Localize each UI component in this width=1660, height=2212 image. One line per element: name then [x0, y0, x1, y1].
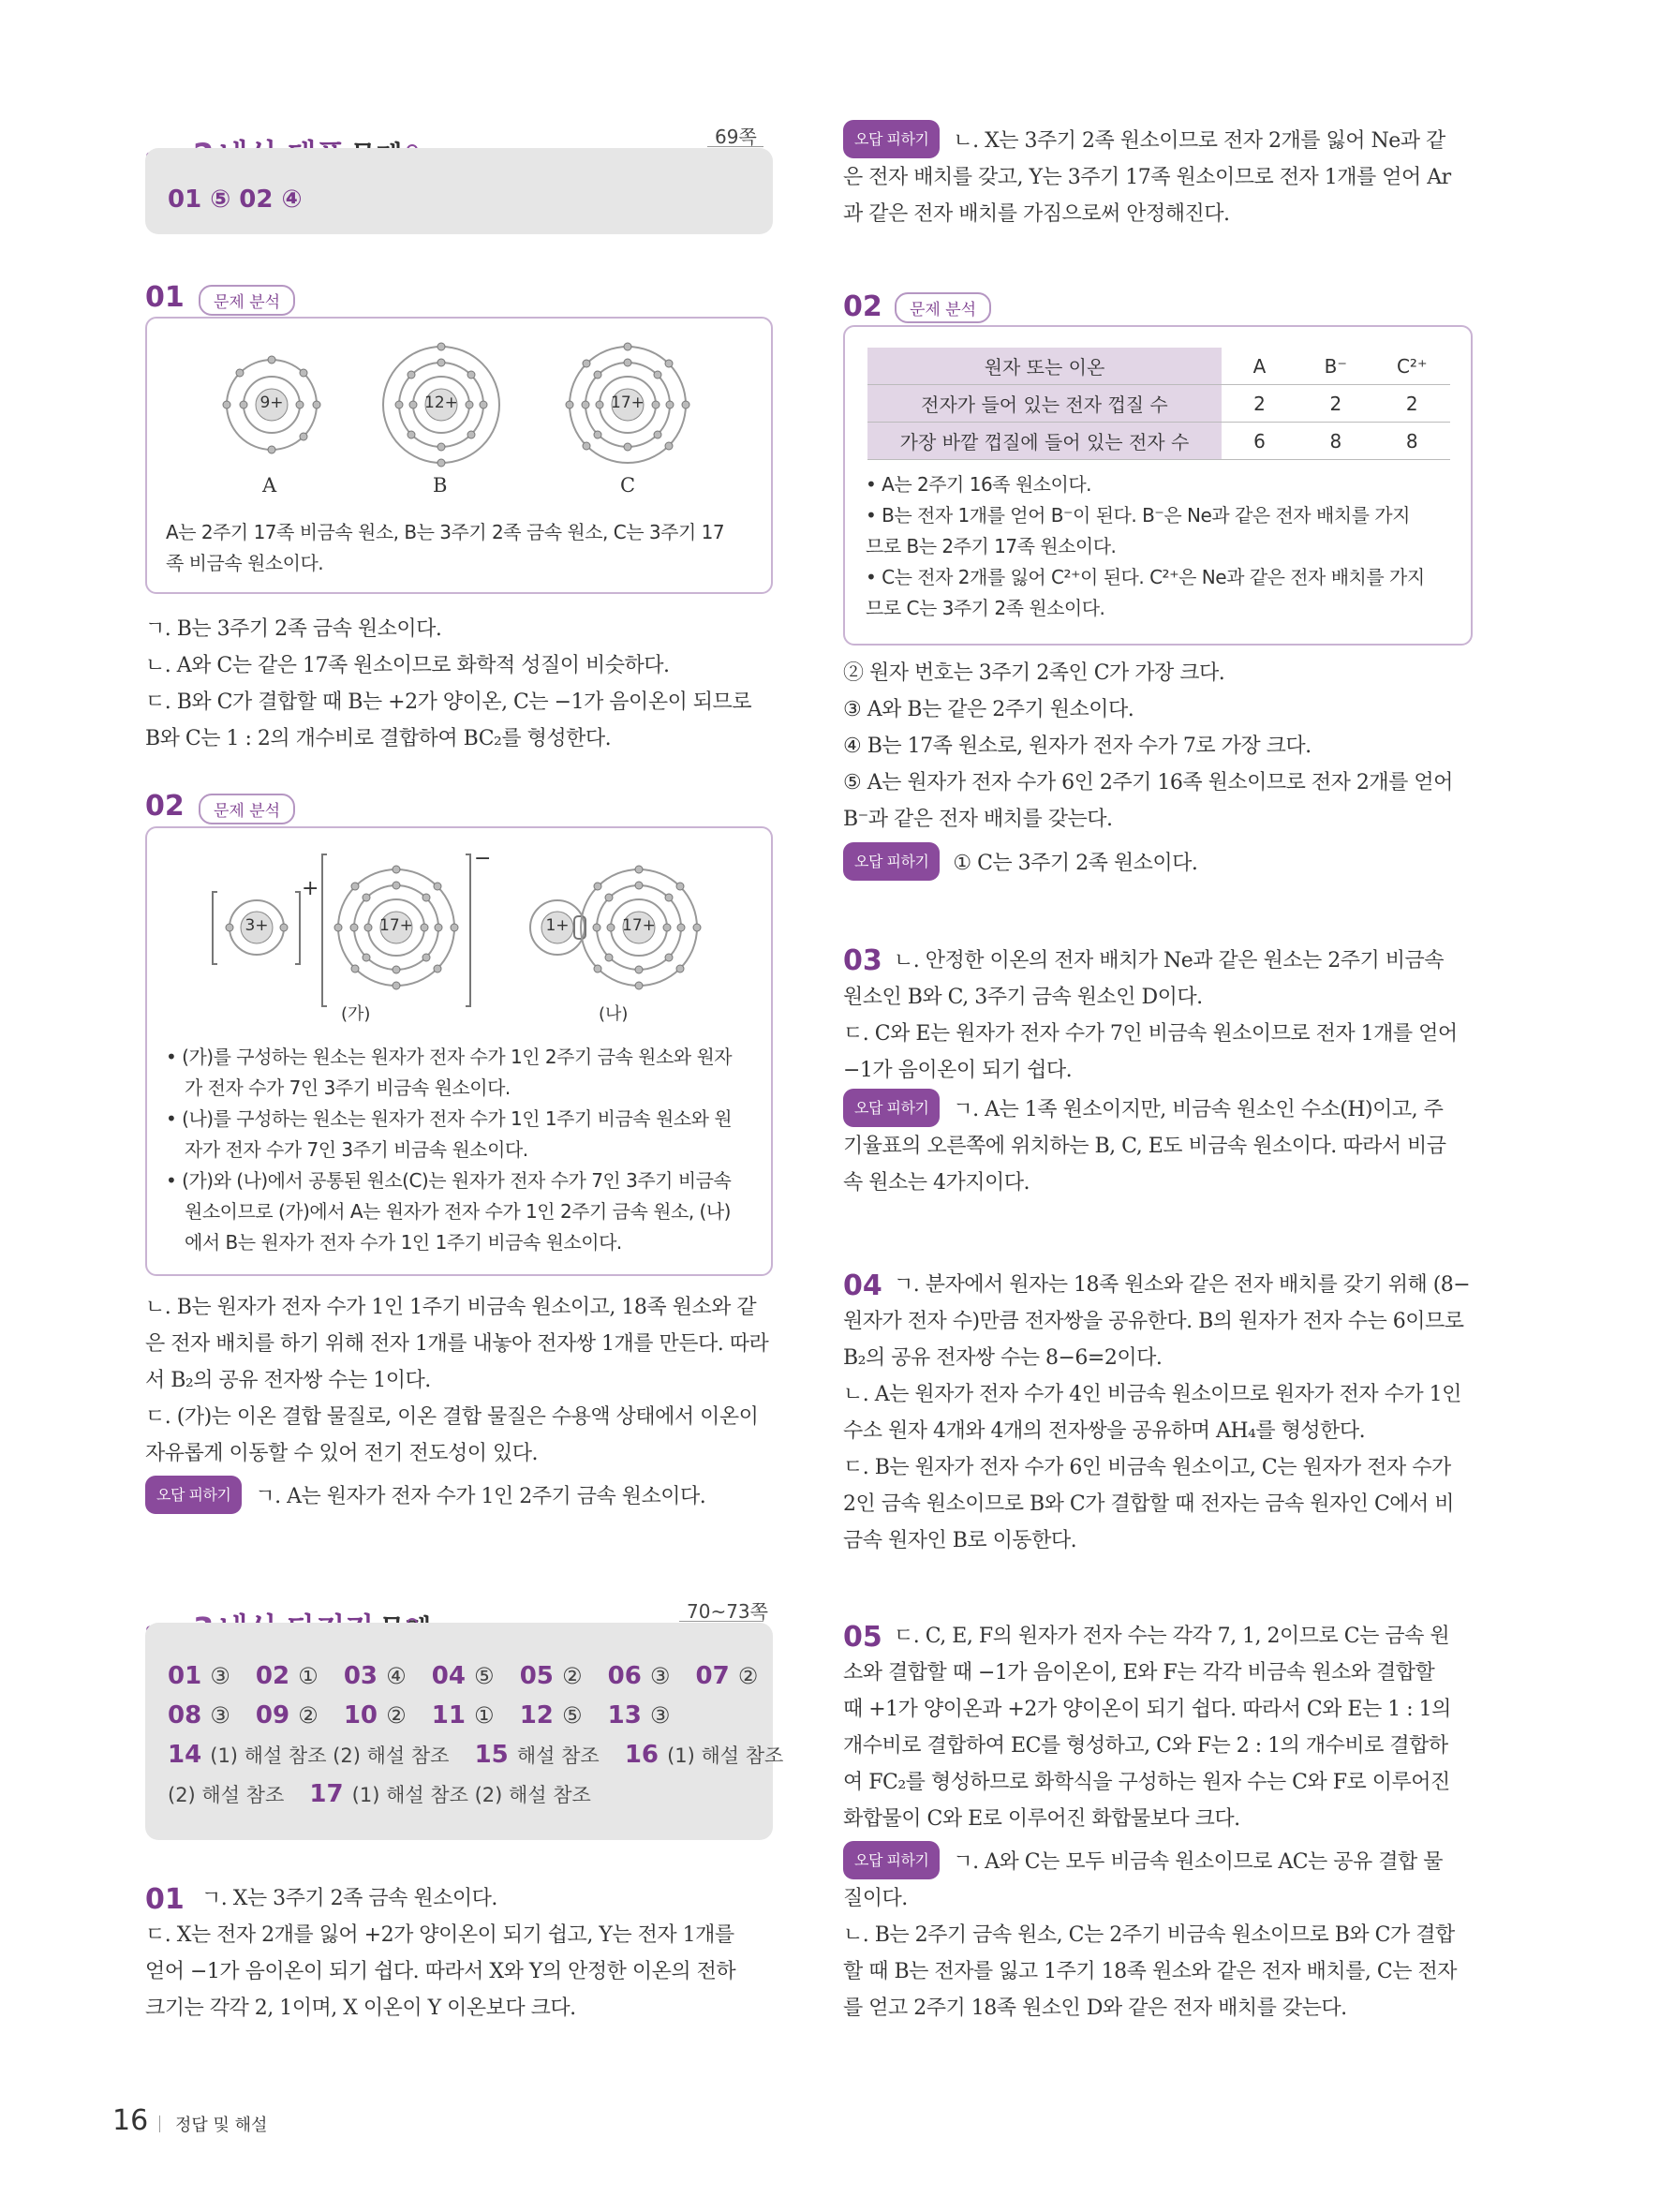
- analysis-tag: 문제 분석: [199, 285, 295, 316]
- wrong-answer-text: ㄱ. A와 C는 모두 비금속 원소이므로 AC는 공유 결합 물: [953, 1850, 1444, 1874]
- text-line: ㄷ. X는 전자 2개를 잃어 +2가 양이온이 되기 쉽고, Y는 전자 1개를: [145, 1923, 734, 1947]
- text-line: 속 원소는 4가지이다.: [843, 1171, 1030, 1195]
- answer-row-3: [168, 1741, 783, 1769]
- wrong-answer-line: [843, 1089, 1458, 1128]
- answer-choice: ③: [649, 1702, 671, 1729]
- text-line: 수소 원자 4개와 4개의 전자쌍을 공유하며 AH₄를 형성한다.: [843, 1419, 1366, 1443]
- answer-number: 15: [474, 1741, 509, 1769]
- analysis-tag: 문제 분석: [895, 292, 991, 323]
- answer-number: 16: [624, 1741, 659, 1769]
- answer-text: 해설 참조: [516, 1744, 600, 1767]
- label-na: (나): [599, 1004, 629, 1024]
- label-ga: (가): [341, 1004, 371, 1024]
- analysis-box-r02: [843, 325, 1473, 646]
- bohr-diagrams-abc: [147, 319, 771, 506]
- answer-choice: ①: [298, 1663, 319, 1689]
- table-header-row: [867, 348, 1450, 385]
- page-number: 16: [112, 2104, 149, 2137]
- analysis-line: 족 비금속 원소이다.: [166, 552, 324, 574]
- question-number: 04: [843, 1269, 882, 1302]
- text-line: 서 B₂의 공유 전자쌍 수는 1이다.: [145, 1369, 431, 1392]
- answer-text: (1) 해설 참조 (2) 해설 참조: [210, 1744, 450, 1767]
- answer-choice: ⑤: [561, 1702, 583, 1729]
- table-cell: 8: [1297, 423, 1373, 460]
- bullet-line: • (나)를 구성하는 원소는 원자가 전자 수가 1인 1주기 비금속 원소와 원: [166, 1107, 733, 1130]
- answer-explanation-r04: [843, 1267, 1470, 1559]
- text-line: ② 원자 번호는 3주기 2족인 C가 가장 크다.: [843, 661, 1225, 685]
- table-cell: 전자가 들어 있는 전자 껍질 수: [867, 385, 1222, 423]
- answer-number: 06: [607, 1662, 642, 1690]
- footer-divider: [159, 2116, 160, 2132]
- cation-charge: +: [302, 877, 319, 900]
- text-line: ③ A와 B는 같은 2주기 원소이다.: [843, 698, 1134, 721]
- answer-number: 13: [607, 1701, 642, 1730]
- text-line: [843, 1267, 1470, 1303]
- text-first-line: ㄷ. C, E, F의 원자가 전자 수는 각각 7, 1, 2이므로 C는 금속 원: [894, 1625, 1450, 1648]
- answer-row-1: [168, 1662, 758, 1690]
- analysis-bullets: [166, 1042, 732, 1258]
- question-number: 05: [843, 1621, 882, 1654]
- answer-choice: ③: [210, 1702, 230, 1729]
- text-line: 여 FC₂를 형성하므로 화학식을 구성하는 원자 수는 C와 F로 이루어진: [843, 1771, 1450, 1794]
- bullet-line: • (가)와 (나)에서 공통된 원소(C)는 원자가 전자 수가 7인 3주기 비금속: [166, 1169, 732, 1192]
- cation-core: 3+: [245, 916, 269, 935]
- answer-choice: ⑤: [474, 1663, 495, 1689]
- bullet-line: • B는 전자 1개를 얻어 B⁻이 된다. B⁻은 Ne과 같은 전자 배치를 가지: [866, 504, 1410, 527]
- text-line: 를 얻고 2주기 18족 원소인 D와 같은 전자 배치를 갖는다.: [843, 1997, 1347, 2020]
- text-line: ㄴ. A와 C는 같은 17족 원소이므로 화학적 성질이 비슷하다.: [145, 654, 670, 677]
- answer-explanation-01: [145, 611, 751, 757]
- text-line: 질이다.: [843, 1887, 908, 1910]
- answer-explanation-s2-01-cont: [843, 120, 1451, 232]
- text-line: 때 +1가 양이온과 +2가 양이온이 되기 쉽다. 따라서 C와 E는 1 : 1의: [843, 1698, 1451, 1721]
- answer-text: (1) 해설 참조 (2) 해설 참조: [351, 1784, 591, 1806]
- text-line: ㄴ. B는 2주기 금속 원소, C는 2주기 비금속 원소이므로 B와 C가 결합: [843, 1923, 1455, 1947]
- answer-number: 11: [431, 1701, 466, 1730]
- text-line: 2인 금속 원소이므로 B와 C가 결합할 때 전자는 금속 원자인 C에서 비: [843, 1492, 1455, 1516]
- answer-text: (2) 해설 참조: [168, 1784, 285, 1806]
- text-first-line: ㄱ. X는 3주기 2족 금속 원소이다.: [201, 1887, 497, 1910]
- text-line: 화합물이 C와 E로 이루어진 화합물보다 크다.: [843, 1807, 1240, 1831]
- bullet-line: 에서 B는 원자가 전자 수가 1인 1주기 비금속 원소이다.: [185, 1231, 622, 1254]
- answer-number: 07: [695, 1662, 730, 1690]
- text-line: ㄷ. C와 E는 원자가 전자 수가 7인 비금속 원소이므로 전자 1개를 얻어: [843, 1022, 1458, 1046]
- text-first-line: ㄴ. 안정한 이온의 전자 배치가 Ne과 같은 원소는 2주기 비금속: [894, 949, 1444, 972]
- footer-title: 정답 및 해설: [175, 2116, 268, 2135]
- text-line: −1가 음이온이 되기 쉽다.: [843, 1059, 1073, 1082]
- bullet-line: • (가)를 구성하는 원소는 원자가 전자 수가 1인 2주기 금속 원소와 원자: [166, 1046, 733, 1068]
- answer-explanation-s3-01: [145, 1880, 735, 2026]
- text-line: 금속 원자인 B로 이동한다.: [843, 1529, 1077, 1552]
- text-line: ㄷ. B와 C가 결합할 때 B는 +2가 양이온, C는 −1가 음이온이 되므로: [145, 690, 752, 714]
- anion-core: 17+: [379, 916, 413, 935]
- text-line: [843, 1618, 1457, 1655]
- ion-table: [867, 348, 1450, 460]
- table-header: C²⁺: [1374, 348, 1451, 385]
- analysis-tag: 문제 분석: [199, 794, 295, 824]
- table-row: [867, 423, 1450, 460]
- text-line: ㄷ. (가)는 이온 결합 물질로, 이온 결합 물질은 수용액 상태에서 이온이: [145, 1405, 759, 1429]
- chlorine-core: 17+: [622, 916, 656, 935]
- bullet-line: • C는 전자 2개를 잃어 C²⁺이 된다. C²⁺은 Ne과 같은 전자 배치를 가지: [866, 566, 1425, 588]
- text-line: 원소인 B와 C, 3주기 금속 원소인 D이다.: [843, 986, 1203, 1009]
- wrong-answer-tag: 오답 피하기: [843, 1841, 940, 1879]
- wrong-answer-tag: 오답 피하기: [843, 1089, 940, 1127]
- answer-number: 14: [168, 1741, 202, 1769]
- answer-text: (1) 해설 참조: [667, 1744, 784, 1767]
- bullet-line: 므로 B는 2주기 17족 원소이다.: [866, 535, 1117, 557]
- step2-answer-box: [145, 148, 773, 234]
- table-cell: 2: [1222, 385, 1297, 423]
- bullet-line: 자가 전자 수가 7인 3주기 비금속 원소이다.: [185, 1138, 528, 1161]
- answer-number: 08: [168, 1701, 202, 1730]
- table-cell: 8: [1374, 423, 1451, 460]
- wrong-answer-text: ① C는 3주기 2족 원소이다.: [953, 852, 1198, 875]
- answer-explanation-r03: [843, 943, 1458, 1201]
- table-header: A: [1222, 348, 1297, 385]
- text-line: ④ B는 17족 원소로, 원자가 전자 수가 7로 가장 크다.: [843, 735, 1312, 758]
- answer-explanation-02: [145, 1289, 768, 1515]
- wrong-answer-text: ㄱ. A는 원자가 전자 수가 1인 2주기 금속 원소이다.: [255, 1485, 706, 1508]
- atom-b-core: 12+: [424, 393, 458, 412]
- answer-number: 12: [519, 1701, 554, 1730]
- page-ref-rule: [679, 1621, 763, 1622]
- answer-number: 01: [168, 1662, 202, 1690]
- text-line: 과 같은 전자 배치를 가짐으로써 안정해진다.: [843, 202, 1230, 226]
- text-line: ⑤ A는 원자가 전자 수가 6인 2주기 16족 원소이므로 전자 2개를 얻어: [843, 771, 1453, 794]
- answer-number: 10: [343, 1701, 378, 1730]
- answer-choice: ②: [737, 1663, 759, 1689]
- bullet-line: 므로 C는 3주기 2족 원소이다.: [866, 597, 1105, 619]
- answer-row-2: [168, 1701, 670, 1730]
- answer-number: 04: [431, 1662, 466, 1690]
- answer-choice: ④: [386, 1663, 407, 1689]
- wrong-answer-tag: 오답 피하기: [145, 1476, 242, 1514]
- analysis-line: A는 2주기 17족 비금속 원소, B는 3주기 2족 금속 원소, C는 3주기 17: [166, 521, 725, 543]
- text-line: B⁻과 같은 전자 배치를 갖는다.: [843, 808, 1113, 831]
- text-line: 개수비로 결합하여 EC를 형성하고, C와 F는 2 : 1의 개수비로 결합하: [843, 1734, 1448, 1758]
- wrong-answer-text: ㄱ. A는 1족 원소이지만, 비금속 원소인 수소(H)이고, 주: [953, 1098, 1444, 1121]
- hydrogen-core: 1+: [545, 916, 570, 935]
- text-line: ㄷ. B는 원자가 전자 수가 6인 비금속 원소이고, C는 원자가 전자 수가: [843, 1456, 1451, 1479]
- answer-number: 05: [519, 1662, 554, 1690]
- question-number: 01: [145, 1883, 185, 1916]
- answer-choice: ③: [210, 1663, 230, 1689]
- question-number: 03: [843, 944, 882, 977]
- atom-a-label: A: [262, 474, 277, 497]
- step2-answers: 01 ⑤ 02 ④: [168, 186, 303, 214]
- text-line: B₂의 공유 전자쌍 수는 8−6=2이다.: [843, 1346, 1163, 1370]
- text-line: 소와 결합할 때 −1가 음이온이, E와 F는 각각 비금속 원소와 결합할: [843, 1661, 1435, 1685]
- text-line: 은 전자 배치를 하기 위해 전자 1개를 내놓아 전자쌍 1개를 만든다. 따라: [145, 1332, 769, 1356]
- wrong-answer-tag: 오답 피하기: [843, 120, 940, 158]
- question-number: 02: [843, 290, 882, 323]
- page-reference: 70~73쪽: [687, 1600, 768, 1623]
- text-line: ㄴ. B는 원자가 전자 수가 1인 1주기 비금속 원소이고, 18족 원소와 같: [145, 1296, 757, 1319]
- text-line: 크기는 각각 2, 1이며, X 이온이 Y 이온보다 크다.: [145, 1997, 576, 2020]
- answer-row-4: [168, 1780, 591, 1808]
- text-line: ㄱ. B는 3주기 2족 금속 원소이다.: [145, 617, 442, 641]
- text-line: B와 C는 1 : 2의 개수비로 결합하여 BC₂를 형성한다.: [145, 727, 612, 750]
- answer-explanation-r05: [843, 1618, 1457, 2026]
- text-line: 할 때 B는 전자를 잃고 1주기 18족 원소와 같은 전자 배치를, C는 전자: [843, 1960, 1457, 1983]
- bullet-line: 가 전자 수가 7인 3주기 비금속 원소이다.: [185, 1076, 511, 1099]
- table-header: B⁻: [1297, 348, 1373, 385]
- text-line: [843, 943, 1458, 979]
- atom-c-core: 17+: [611, 393, 645, 412]
- text-line: ㄴ. A는 원자가 전자 수가 4인 비금속 원소이므로 원자가 전자 수가 1인: [843, 1383, 1461, 1406]
- analysis-box-01: [145, 317, 773, 594]
- page-ref-rule: [707, 146, 763, 147]
- analysis-box-02: [145, 826, 773, 1276]
- wrong-answer-tag: 오답 피하기: [843, 842, 940, 881]
- answer-choice: ②: [298, 1702, 319, 1729]
- analysis-bullets: [866, 469, 1425, 624]
- table-cell: 2: [1374, 385, 1451, 423]
- text-line: 원자가 전자 수)만큼 전자쌍을 공유한다. B의 원자가 전자 수는 6이므로: [843, 1310, 1464, 1333]
- answer-choice: ②: [561, 1663, 583, 1689]
- answer-explanation-r02: [843, 655, 1453, 882]
- table-cell: 6: [1222, 423, 1297, 460]
- step3-answer-box: [145, 1623, 784, 1840]
- answer-choice: ②: [386, 1702, 407, 1729]
- table-row: [867, 385, 1450, 423]
- answer-choice: ③: [649, 1663, 671, 1689]
- answer-number: 09: [255, 1701, 290, 1730]
- question-number: 01: [145, 281, 185, 314]
- wrong-answer-line: [843, 1841, 1457, 1880]
- atom-a-core: 9+: [259, 393, 284, 412]
- text-line: 은 전자 배치를 갖고, Y는 3주기 17족 원소이므로 전자 1개를 얻어 Ar: [843, 166, 1451, 189]
- wrong-answer-line: [843, 842, 1453, 882]
- wrong-answer-line: [145, 1476, 768, 1515]
- text-line: 기율표의 오른쪽에 위치하는 B, C, E도 비금속 원소이다. 따라서 비금: [843, 1135, 1446, 1158]
- question-number: 02: [145, 790, 185, 823]
- text-line: 자유롭게 이동할 수 있어 전기 전도성이 있다.: [145, 1442, 538, 1465]
- table-header: 원자 또는 이온: [867, 348, 1222, 385]
- anion-charge: −: [474, 847, 492, 870]
- page-reference: 69쪽: [715, 126, 757, 148]
- answer-number: 03: [343, 1662, 378, 1690]
- answer-choice: ①: [474, 1702, 495, 1729]
- atom-b-label: B: [433, 474, 448, 497]
- bullet-line: 원소이므로 (가)에서 A는 원자가 전자 수가 1인 2주기 금속 원소, (나): [185, 1200, 731, 1223]
- bullet-line: • A는 2주기 16족 원소이다.: [866, 473, 1091, 496]
- text-line: [145, 1880, 735, 1917]
- wrong-answer-line: [843, 120, 1451, 159]
- text-first-line: ㄱ. 분자에서 원자는 18족 원소와 같은 전자 배치를 갖기 위해 (8−: [894, 1273, 1471, 1297]
- table-cell: 가장 바깥 껍질에 들어 있는 전자 수: [867, 423, 1222, 460]
- text-line: 얻어 −1가 음이온이 되기 쉽다. 따라서 X와 Y의 안정한 이온의 전하: [145, 1960, 736, 1983]
- answer-number: 02: [255, 1662, 290, 1690]
- wrong-answer-text: ㄴ. X는 3주기 2족 원소이므로 전자 2개를 잃어 Ne과 같: [953, 129, 1445, 153]
- atom-c-label: C: [620, 474, 636, 497]
- table-cell: 2: [1297, 385, 1373, 423]
- answer-number: 17: [309, 1780, 344, 1808]
